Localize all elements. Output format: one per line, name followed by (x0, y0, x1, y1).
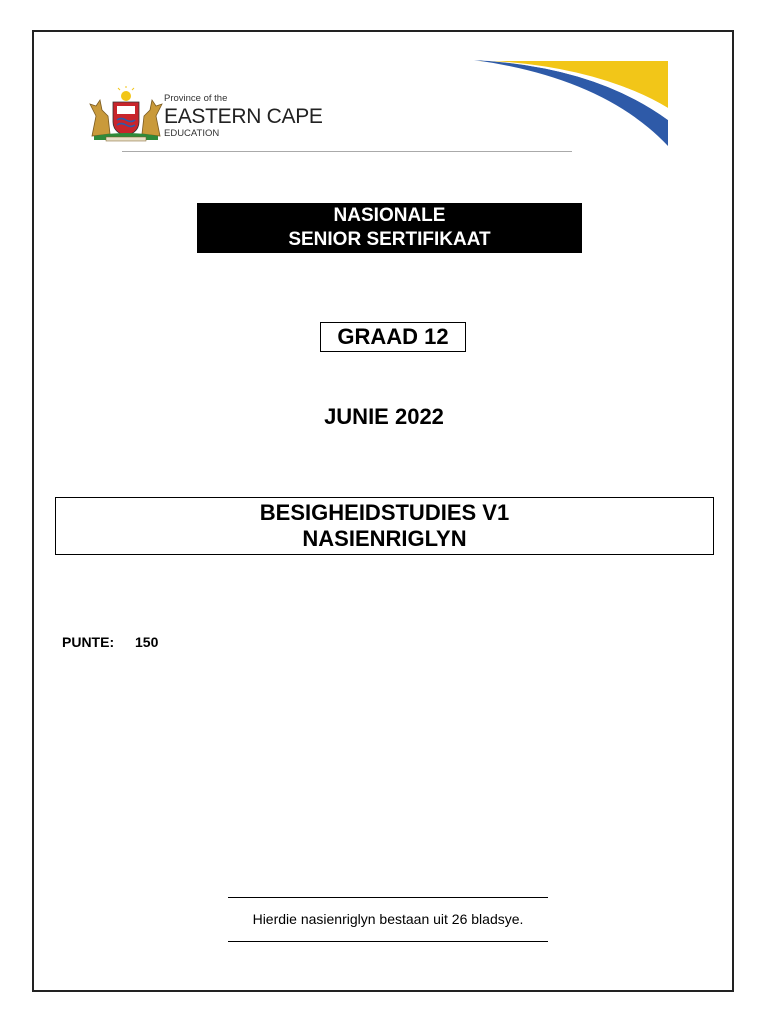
marks-value: 150 (135, 634, 159, 650)
footer-divider-top (228, 897, 548, 898)
logo-text (164, 94, 323, 138)
marks-row (62, 634, 158, 650)
header-divider (122, 151, 572, 152)
subject-title-box (55, 497, 714, 555)
logo-province-text: Province of the (164, 93, 228, 104)
page-count-note: Hierdie nasienriglyn bestaan uit 26 bladsye. (252, 911, 524, 927)
subject-title: BESIGHEIDSTUDIES V1 (259, 500, 510, 525)
exam-date: JUNIE 2022 (324, 404, 444, 429)
logo-education-text: EDUCATION (164, 127, 220, 139)
certificate-line-1: NASIONALE (333, 205, 446, 226)
grade-box (320, 322, 466, 352)
footer-divider-bottom (228, 941, 548, 942)
swoosh-graphic (474, 58, 670, 148)
logo-eastern-cape-text: EASTERN CAPE (164, 104, 323, 128)
document-type: NASIENRIGLYN (302, 526, 467, 551)
marks-label: PUNTE: (62, 634, 115, 650)
certificate-banner (197, 203, 582, 253)
certificate-line-2: SENIOR SERTIFIKAAT (288, 229, 491, 250)
coat-of-arms-logo (86, 86, 166, 142)
grade-text: GRAAD 12 (337, 324, 449, 349)
